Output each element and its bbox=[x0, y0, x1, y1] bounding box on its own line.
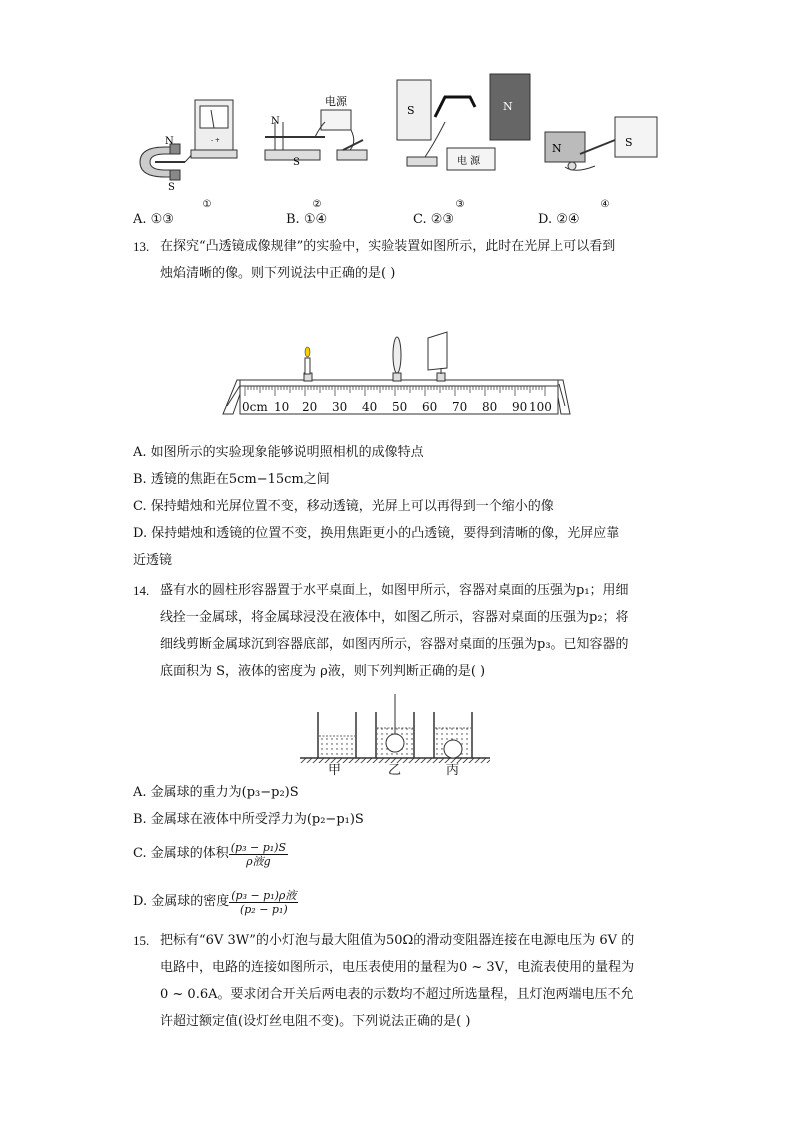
q13-option-b[interactable]: B. 透镜的焦距在5cm−15cm之间 bbox=[133, 472, 330, 487]
q13-number: 13. bbox=[133, 239, 150, 254]
ruler-tick-60: 60 bbox=[422, 400, 438, 414]
q13-option-a[interactable]: A. 如图所示的实验现象能够说明照相机的成像特点 bbox=[133, 445, 424, 460]
q15-stem-line2: 电路中，电路的连接如图所示，电压表使用的量程为0 ~ 3V，电流表使用的量程为 bbox=[160, 960, 635, 975]
q14-option-c-numerator: (p₃ − p₁)S bbox=[230, 840, 286, 854]
q14-option-c-denominator: ρ液g bbox=[246, 854, 271, 868]
ruler-tick-40: 40 bbox=[362, 400, 378, 414]
fig2-power-label: 电源 bbox=[325, 95, 347, 108]
fig2-s-label: S bbox=[293, 157, 300, 168]
q15-stem-line4: 许超过额定值(设灯丝电阻不变)。下列说法正确的是( ) bbox=[160, 1014, 471, 1029]
fig3-generator-setup bbox=[397, 74, 530, 170]
fig1-n-label: N bbox=[165, 136, 174, 147]
q14-option-d-fraction bbox=[229, 889, 298, 916]
q12-figure-svg bbox=[125, 62, 675, 212]
q15-number: 15. bbox=[133, 933, 150, 948]
q12-option-c[interactable]: C. ②③ bbox=[413, 212, 455, 227]
ruler-tick-0: 0cm bbox=[242, 400, 268, 414]
container-label-bing: 丙 bbox=[446, 763, 460, 778]
q14-option-a[interactable]: A. 金属球的重力为(p₃−p₂)S bbox=[133, 785, 299, 800]
fig3-power-label: 电 源 bbox=[457, 156, 481, 167]
q14-option-d[interactable] bbox=[133, 886, 298, 918]
q13-option-d[interactable]: D. 保持蜡烛和透镜的位置不变，换用焦距更小的凸透镜，要得到清晰的像，光屏应靠 bbox=[133, 526, 620, 541]
q13-option-c[interactable]: C. 保持蜡烛和光屏位置不变，移动透镜，光屏上可以再得到一个缩小的像 bbox=[133, 499, 554, 514]
fig1-s-label: S bbox=[168, 182, 175, 193]
q14-containers-figure bbox=[300, 692, 490, 782]
q14-option-c-fraction bbox=[229, 841, 288, 868]
q13-option-d-cont: 近透镜 bbox=[133, 553, 173, 568]
fig-label-1: ① bbox=[202, 199, 212, 210]
fig-label-3: ③ bbox=[455, 199, 465, 210]
q14-stem-line1: 盛有水的圆柱形容器置于水平桌面上，如图甲所示，容器对桌面的压强为p₁；用细 bbox=[160, 583, 629, 598]
q13-optical-bench-figure bbox=[215, 318, 575, 418]
q14-option-d-denominator: (p₂ − p₁) bbox=[239, 902, 288, 916]
q12-option-b[interactable]: B. ①④ bbox=[286, 212, 328, 227]
q14-option-b[interactable]: B. 金属球在液体中所受浮力为(p₂−p₁)S bbox=[133, 812, 364, 827]
fig3-n-label: N bbox=[503, 100, 513, 113]
svg-text:- +: - + bbox=[211, 137, 220, 144]
q12-option-d[interactable]: D. ②④ bbox=[538, 212, 580, 227]
ruler-tick-10: 10 bbox=[274, 400, 290, 414]
fig4-magnet-setup bbox=[545, 117, 657, 170]
q12-option-a[interactable]: A. ①③ bbox=[133, 212, 174, 227]
container-label-yi: 乙 bbox=[388, 763, 402, 778]
q12-figures bbox=[125, 62, 675, 212]
q14-number: 14. bbox=[133, 583, 150, 598]
fig3-s-label: S bbox=[407, 104, 415, 117]
q14-stem-line4: 底面积为 S，液体的密度为 ρ液，则下列判断正确的是( ) bbox=[160, 664, 486, 679]
q14-stem-line2: 线拴一金属球，将金属球浸没在液体中，如图乙所示，容器对桌面的压强为p₂；将 bbox=[160, 610, 629, 625]
fig4-n-label: N bbox=[552, 142, 562, 155]
container-label-jia: 甲 bbox=[328, 763, 342, 778]
fig1-galvanometer-setup bbox=[140, 100, 237, 193]
ruler-tick-70: 70 bbox=[452, 400, 468, 414]
ruler-tick-80: 80 bbox=[482, 400, 498, 414]
ruler-tick-30: 30 bbox=[332, 400, 348, 414]
q14-option-c-prefix: C. 金属球的体积 bbox=[133, 846, 229, 861]
q15-stem-line3: 0 ~ 0.6A。要求闭合开关后两电表的示数均不超过所选量程，且灯泡两端电压不允 bbox=[160, 987, 634, 1002]
fig-label-2: ② bbox=[312, 199, 322, 210]
fig2-motor-setup bbox=[265, 94, 367, 168]
q14-option-d-numerator: (p₃ − p₁)ρ液 bbox=[231, 888, 297, 902]
q13-stem-line2: 烛焰清晰的像。则下列说法中正确的是( ) bbox=[160, 266, 396, 281]
fig2-n-label: N bbox=[271, 116, 280, 127]
fig-label-4: ④ bbox=[600, 199, 610, 210]
q14-option-c[interactable] bbox=[133, 838, 288, 870]
ruler-tick-100: 100 bbox=[529, 400, 552, 414]
q15-stem-line1: 把标有“6V 3W”的小灯泡与最大阻值为50Ω的滑动变阻器连接在电源电压为 6V 的 bbox=[160, 933, 635, 948]
ruler-tick-20: 20 bbox=[302, 400, 318, 414]
ruler-tick-90: 90 bbox=[512, 400, 528, 414]
fig4-s-label: S bbox=[625, 136, 633, 149]
q14-stem-line3: 细线剪断金属球沉到容器底部，如图丙所示，容器对桌面的压强为p₃。已知容器的 bbox=[160, 637, 629, 652]
q14-option-d-prefix: D. 金属球的密度 bbox=[133, 894, 230, 909]
ruler-tick-50: 50 bbox=[392, 400, 408, 414]
q13-stem-line1: 在探究“凸透镜成像规律”的实验中，实验装置如图所示，此时在光屏上可以看到 bbox=[160, 239, 616, 254]
